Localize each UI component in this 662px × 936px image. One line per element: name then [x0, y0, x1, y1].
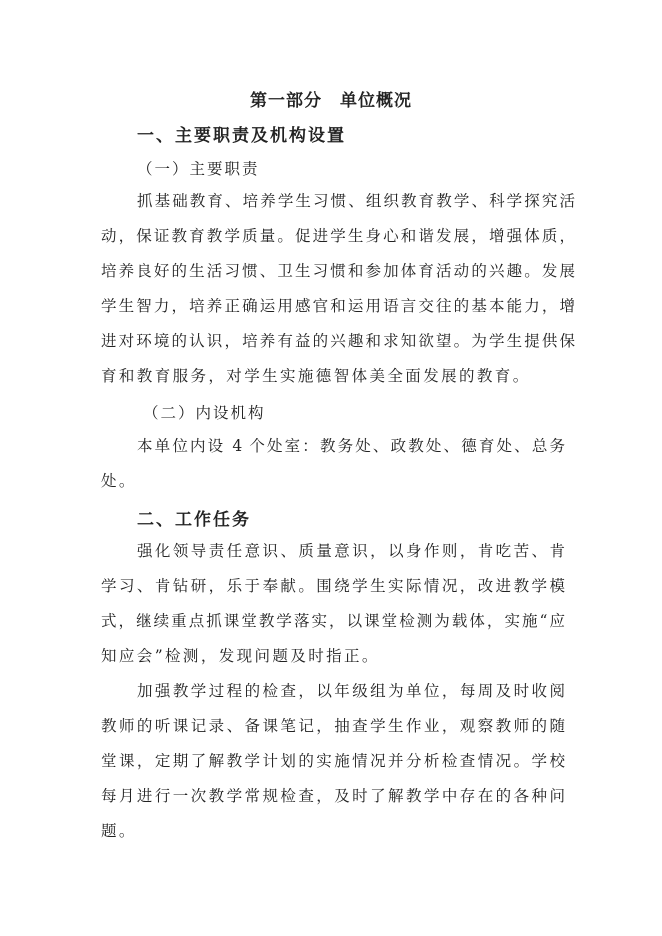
- section-heading-2: 二、工作任务: [137, 510, 251, 530]
- paragraph-line: 动，保证教育教学质量。促进学生身心和谐发展，增强体质，: [101, 227, 575, 245]
- paragraph-line: 加强教学过程的检查，以年级组为单位，每周及时收阅: [137, 682, 565, 700]
- paragraph-line: 处。: [101, 472, 137, 490]
- page-title: 第一部分 单位概况: [250, 91, 412, 111]
- subsection-heading-structure: （二）内设机构: [143, 404, 266, 422]
- paragraph-line: 培养良好的生活习惯、卫生习惯和参加体育活动的兴趣。发展: [101, 262, 575, 280]
- paragraph-line: 堂课，定期了解教学计划的实施情况并分析检查情况。学校: [101, 752, 565, 770]
- paragraph-line: 每月进行一次教学常规检查，及时了解教学中存在的各种问: [101, 787, 565, 805]
- paragraph-line: 本单位内设 4 个处室：教务处、政教处、德育处、总务: [137, 437, 565, 455]
- paragraph-line: 学习、肯钻研，乐于奉献。围绕学生实际情况，改进教学模: [101, 577, 565, 595]
- section-heading-1: 一、主要职责及机构设置: [137, 126, 346, 146]
- paragraph-line: 知应会”检测，发现问题及时指正。: [101, 647, 380, 665]
- paragraph-line: 题。: [101, 822, 137, 840]
- paragraph-line: 式，继续重点抓课堂教学落实，以课堂检测为载体，实施“应: [101, 612, 565, 630]
- subsection-heading-duties: （一）主要职责: [137, 160, 260, 178]
- paragraph-line: 抓基础教育、培养学生习惯、组织教育教学、科学探究活: [137, 192, 575, 210]
- paragraph-line: 教师的听课记录、备课笔记，抽查学生作业，观察教师的随: [101, 717, 565, 735]
- paragraph-line: 进对环境的认识，培养有益的兴趣和求知欲望。为学生提供保: [101, 332, 575, 350]
- paragraph-line: 强化领导责任意识、质量意识，以身作则，肯吃苦、肯: [137, 542, 565, 560]
- paragraph-line: 育和教育服务，对学生实施德智体美全面发展的教育。: [101, 367, 531, 385]
- paragraph-line: 学生智力，培养正确运用感官和运用语言交往的基本能力，增: [101, 297, 575, 315]
